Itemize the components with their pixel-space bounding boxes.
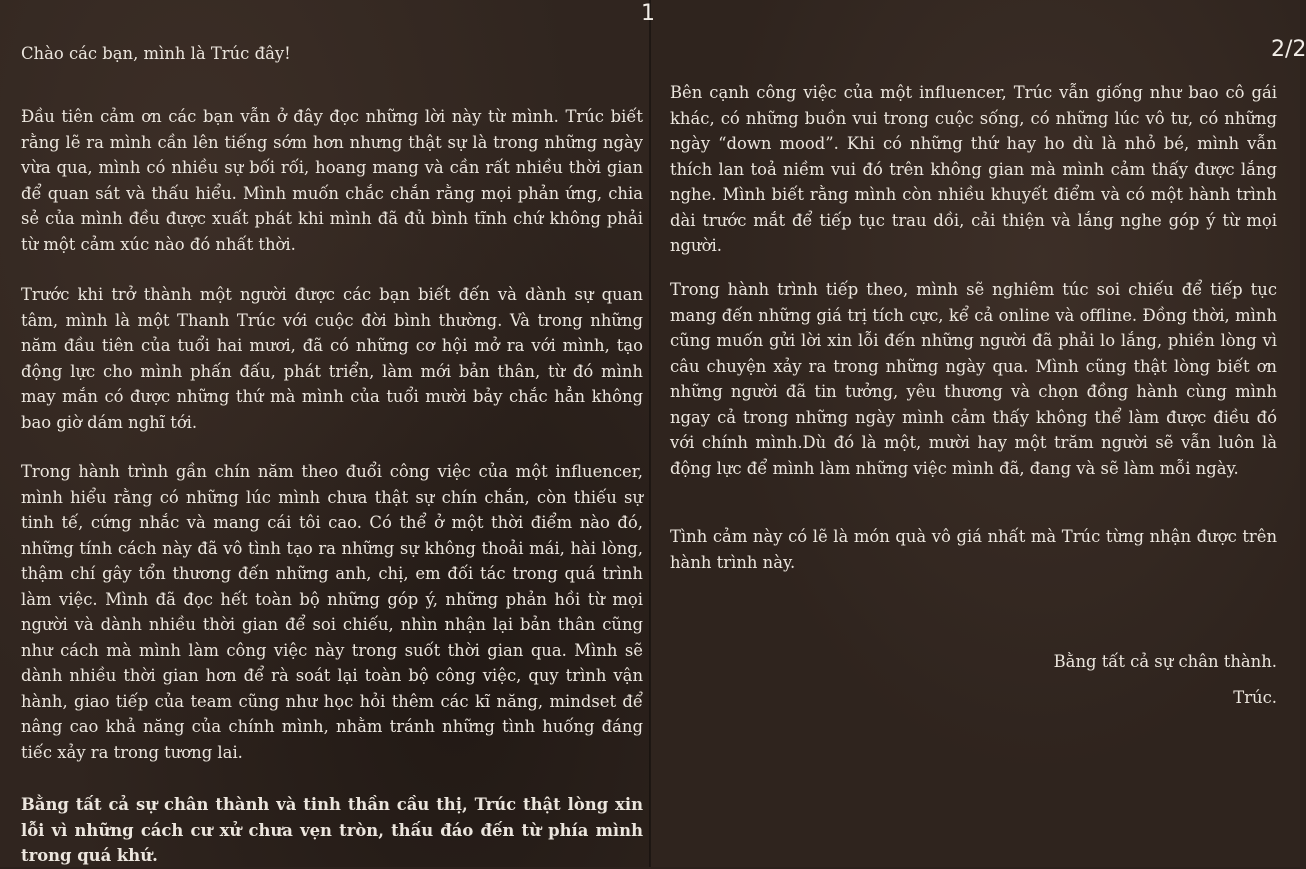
page-number-indicator: 2/2: [1271, 37, 1306, 62]
paragraph-gift: Tình cảm này có lẽ là món quà vô giá nhất mà Trúc từng nhận được trên hành trình này.: [670, 527, 1277, 572]
paragraph-gratitude: Đầu tiên cảm ơn các bạn vẫn ở đây đọc những lời này từ mình. Trúc biết rằng lẽ ra mình cần lên tiếng sớm hơn nhưng thật sự là trong những ngày vừa qua, mình có nhiều sự bối rối, hoang mang và cần rất nhiều thời gian để quan sát và thấu hiểu. Mình muốn chắc chắn rằng mọi phản ứng, chia sẻ của mình đều được xuất phát khi mình đã đủ bình tĩnh chứ không phải từ một cảm xúc nào đó nhất thời.: [21, 107, 643, 254]
page-number-top: 1: [641, 1, 655, 26]
paragraph-background: Trước khi trở thành một người được các bạn biết đến và dành sự quan tâm, mình là một Thanh Trúc với cuộc đời bình thường. Và trong những năm đầu tiên của tuổi hai mươi, đã có những cơ hội mở ra với mình, tạo động lực cho mình phấn đấu, phát triển, làm mới bản thân, từ đó mình may mắn có được những thứ mà mình của tuổi mười bảy chắc hẳn không bao giờ dám nghĩ tới.: [21, 285, 643, 432]
signature: Trúc.: [1233, 688, 1277, 707]
paragraph-next-journey: Trong hành trình tiếp theo, mình sẽ nghiêm túc soi chiếu để tiếp tục mang đến những giá trị tích cực, kể cả online và offline. Đồng thời, mình cũng muốn gửi lời xin lỗi đến những người đã phải lo lắng, phiền lòng vì câu chuyện xảy ra trong những ngày qua. Mình cũng thật lòng biết ơn những người đã tin tưởng, yêu thương và chọn đồng hành cùng mình ngay cả trong những ngày mình cảm thấy không thể làm được điều đó với chính mình.Dù đó là một, mười hay một trăm người sẽ vẫn luôn là động lực để mình làm những việc mình đã, đang và sẽ làm mỗi ngày.: [670, 280, 1277, 478]
closing-line: Bằng tất cả sự chân thành.: [1053, 652, 1277, 671]
greeting: Chào các bạn, mình là Trúc đây!: [21, 44, 291, 63]
letter-page-right: [650, 0, 1300, 867]
paragraph-apology: Bằng tất cả sự chân thành và tinh thần cầu thị, Trúc thật lòng xin lỗi vì những cách cư xử chưa vẹn tròn, thấu đáo đến từ phía mình trong quá khứ.: [21, 795, 643, 865]
paragraph-personal-life: Bên cạnh công việc của một influencer, Trúc vẫn giống như bao cô gái khác, có những buồn vui trong cuộc sống, có những lúc vô tư, có những ngày “down mood”. Khi có những thứ hay ho dù là nhỏ bé, mình vẫn thích lan toả niềm vui đó trên không gian mà mình cảm thấy được lắng nghe. Mình biết rằng mình còn nhiều khuyết điểm và có một hành trình dài trước mắt để tiếp tục trau dồi, cải thiện và lắng nghe góp ý từ mọi người.: [670, 83, 1277, 255]
page-divider: [649, 0, 651, 867]
paragraph-reflection: Trong hành trình gần chín năm theo đuổi công việc của một influencer, mình hiểu rằng có những lúc mình chưa thật sự chín chắn, còn thiếu sự tinh tế, cứng nhắc và mang cái tôi cao. Có thể ở một thời điểm nào đó, những tính cách này đã vô tình tạo ra những sự không thoải mái, hài lòng, thậm chí gây tổn thương đến những anh, chị, em đối tác trong quá trình làm việc. Mình đã đọc hết toàn bộ những góp ý, những phản hồi từ mọi người và dành nhiều thời gian để soi chiếu, nhìn nhận lại bản thân cũng như cách mà mình làm công việc này trong suốt thời gian qua. Mình sẽ dành nhiều thời gian hơn để rà soát lại toàn bộ công việc, quy trình vận hành, giao tiếp của team cũng như học hỏi thêm các kĩ năng, mindset để nâng cao khả năng của chính mình, nhằm tránh những tình huống đáng tiếc xảy ra trong tương lai.: [21, 462, 643, 762]
letter-page-left: [0, 0, 650, 867]
